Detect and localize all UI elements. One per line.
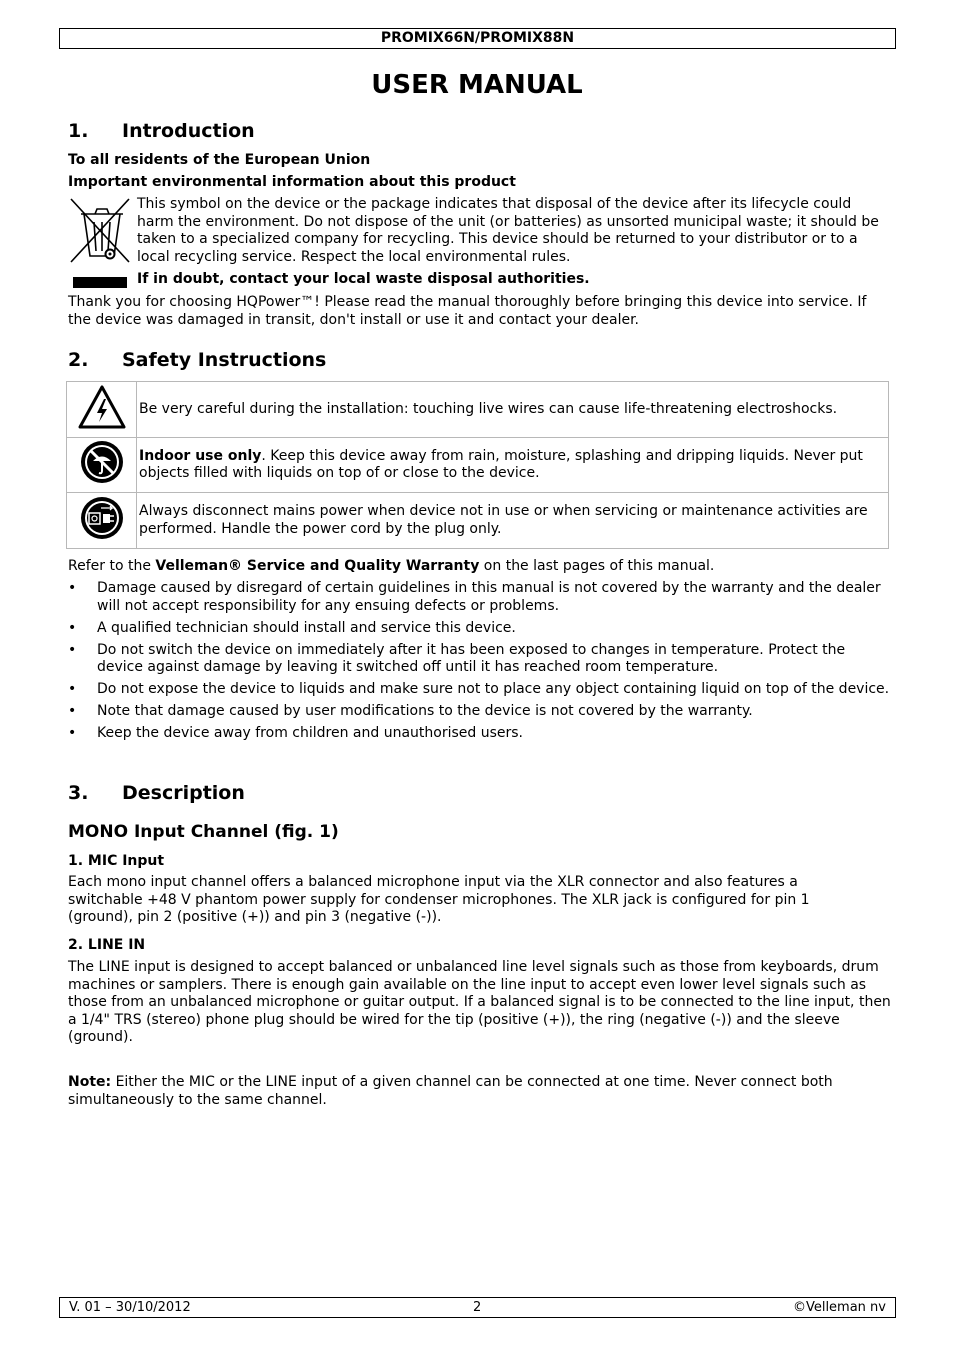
safety-row [67,382,889,438]
bullet-text: Note that damage caused by user modifications to the device is not covered by the warranty. [97,703,753,719]
section-1-heading [68,119,255,143]
note-text: Either the MIC or the LINE input of a given channel can be connected at one time. Never connect both simultaneously to the same channel. [68,1074,833,1108]
safety-text-cell [137,382,889,438]
note-paragraph [68,1074,888,1109]
high-voltage-warning-icon [77,418,127,434]
copyright-text: ©Velleman nv [792,1300,886,1315]
section-3-heading [68,781,245,805]
mic-input-text: Each mono input channel offers a balanced microphone input via the XLR connector and also features a switchable +48 V phantom power supply for condenser microphones. The XLR jack is configured for pin 1 (ground), pin 2 (positive (+)) and pin 3 (negative (-)). [68,874,810,925]
warranty-pre-text: Refer to the [68,558,156,574]
safety-table [66,381,889,549]
bullet-text: A qualified technician should install and service this device. [97,619,516,636]
mic-input-heading: 1. MIC Input [68,853,165,869]
bullet-glyph: • [68,681,77,697]
bullet-glyph: • [68,703,77,719]
page-number: 2 [473,1300,482,1315]
line-in-heading: 2. LINE IN [68,937,146,953]
unplug-mains-icon [79,529,125,545]
list-item [68,642,893,677]
warranty-post-text: on the last pages of this manual. [479,558,715,574]
safety-text-cell [137,493,889,549]
section-3-number: 3. [68,782,89,804]
bullet-text: Damage caused by disregard of certain guidelines in this manual is not covered by the warranty and the dealer will not accept responsibility for any ensuing defects or problems. [97,580,881,614]
safety-row [67,438,889,493]
eu-residents-heading: To all residents of the European Union [68,152,371,168]
indoor-use-label: Indoor use only [139,447,262,464]
safety-icon-cell [67,493,137,549]
waste-disposal-note: If in doubt, contact your local waste disposal authorities. [137,271,590,287]
section-1-number: 1. [68,120,89,142]
bullet-glyph: • [68,641,77,658]
weee-black-bar [73,277,127,288]
section-3-title: Description [122,782,245,804]
safety-icon-cell [67,382,137,438]
warranty-name: Velleman® Service and Quality Warranty [155,558,480,574]
safety-bullet-list [68,580,893,747]
list-item [68,725,893,743]
bullet-text: Keep the device away from children and unauthorised users. [97,725,523,741]
bullet-glyph: • [68,619,77,636]
safety-text-cell [137,438,889,493]
section-2-heading [68,348,326,372]
bullet-glyph: • [68,725,77,741]
safety-text: Be very careful during the installation: touching live wires can cause life-threatening electroshocks. [139,400,838,417]
safety-text: Always disconnect mains power when device not in use or when servicing or maintenance activities are performed. Handle the power cord by the plug only. [139,503,868,537]
version-date: V. 01 – 30/10/2012 [69,1300,191,1315]
note-label: Note: [68,1074,112,1090]
safety-text: . Keep this device away from rain, moisture, splashing and dripping liquids. Never put objects filled with liquids on top of or close to the device. [139,447,863,481]
list-item [68,703,893,721]
bullet-glyph: • [68,580,77,596]
list-item [68,681,893,699]
no-water-indoor-icon [79,473,125,489]
bullet-text: Do not expose the device to liquids and make sure not to place any object containing liquid on top of the device. [97,681,890,697]
list-item [68,580,893,615]
document-footer [59,1297,896,1318]
environmental-info-heading: Important environmental information about this product [68,174,516,190]
weee-text: This symbol on the device or the package indicates that disposal of the device after its lifecycle could harm the environment. Do not dispose of the unit (or batteries) as unsorted municipal waste; it should be taken to a specialized company for recycling. This device should be returned to your distributor or to a local recycling service. Respect the local environmental rules. [137,196,879,265]
mono-input-subheading: MONO Input Channel (fig. 1) [68,822,339,842]
safety-icon-cell [67,438,137,493]
line-in-text: The LINE input is designed to accept balanced or unbalanced line level signals such as those from keyboards, drum machines or samplers. There is enough gain available on the line input to accept even lower level signals such as those from an unbalanced microphone or guitar output. If a balanced signal is to be connected to the line input, then a 1/4" TRS (stereo) phone plug should be wired for the tip (positive (+)), the ring (negative (-)) and the sleeve (ground). [68,959,891,1045]
safety-row [67,493,889,549]
model-name: PROMIX66N/PROMIX88N [380,30,575,46]
section-1-title: Introduction [122,120,255,142]
document-header [59,28,896,49]
crossed-out-wheelie-bin-icon [68,196,132,264]
thank-you-text: Thank you for choosing HQPower™! Please read the manual thoroughly before bringing this device into service. If the device was damaged in transit, don't install or use it and contact your dealer. [68,294,867,328]
page-title: USER MANUAL [371,70,583,100]
bullet-text: Do not switch the device on immediately after it has been exposed to changes in temperature. Protect the device against damage by leaving it switched off until it has reached room temperature. [97,641,846,675]
warranty-reference [68,558,714,576]
list-item [68,620,893,638]
section-2-title: Safety Instructions [122,349,327,371]
section-2-number: 2. [68,349,89,371]
